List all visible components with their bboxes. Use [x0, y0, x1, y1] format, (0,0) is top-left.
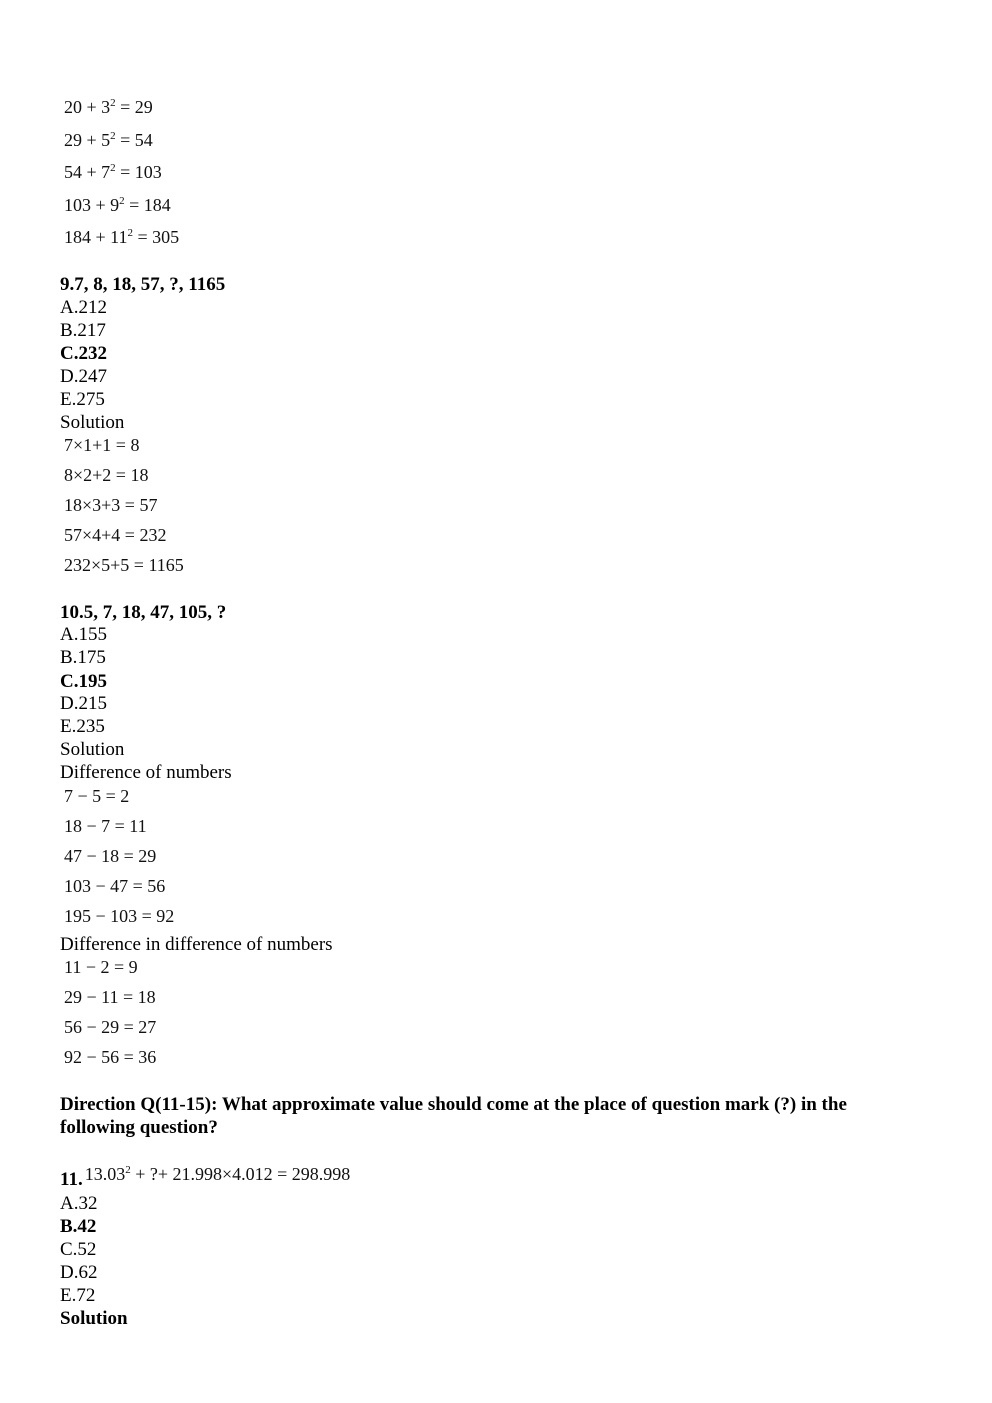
equation-line: $20 + 3^2 = 29$ — [64, 97, 153, 117]
solution-label: Solution — [60, 739, 125, 760]
equation-line: 18 − 7 = 11 — [64, 816, 147, 836]
equation-line: $29 + 5^2 = 54$ — [64, 130, 153, 150]
option-a: A.212 — [60, 297, 107, 318]
equation-line: 29 − 11 = 18 — [64, 987, 156, 1007]
option-e: E.72 — [60, 1285, 96, 1306]
equation-line: 57×4+4 = 232 — [64, 525, 167, 545]
option-c-correct: C.232 — [60, 343, 107, 364]
question-11-title — [60, 1164, 351, 1191]
option-e: E.235 — [60, 716, 105, 737]
option-c-correct: C.195 — [60, 671, 107, 692]
option-d: D.215 — [60, 693, 107, 714]
option-d: D.247 — [60, 366, 107, 387]
equation-line: 195 − 103 = 92 — [64, 906, 175, 926]
option-a: A.155 — [60, 624, 107, 645]
equation-line: 7 − 5 = 2 — [64, 786, 130, 806]
option-d: D.62 — [60, 1262, 98, 1283]
option-b: B.217 — [60, 320, 106, 341]
equation-line: 232×5+5 = 1165 — [64, 555, 184, 575]
equation-line: 92 − 56 = 36 — [64, 1047, 157, 1067]
solution-label: Solution — [60, 412, 125, 433]
equation-line: $103 + 9^2 = 184$ — [64, 195, 171, 215]
equation-line: 7×1+1 = 8 — [64, 435, 140, 455]
option-e: E.275 — [60, 389, 105, 410]
equation-line: 47 − 18 = 29 — [64, 846, 157, 866]
equation-line: 56 − 29 = 27 — [64, 1017, 157, 1037]
question-number: 11. — [60, 1169, 83, 1190]
equation-line: 103 − 47 = 56 — [64, 876, 166, 896]
solution-label: Solution — [60, 1308, 128, 1329]
equation-line: 8×2+2 = 18 — [64, 465, 149, 485]
equation-line: $54 + 7^2 = 103$ — [64, 162, 162, 182]
option-a: A.32 — [60, 1193, 98, 1214]
equation-line: 11 − 2 = 9 — [64, 957, 138, 977]
option-b-correct: B.42 — [60, 1216, 97, 1237]
question-equation: $13.03^2$ + ?+ 21.998×4.012 = 298.998 — [84, 1164, 351, 1184]
difference-in-difference-label: Difference in difference of numbers — [60, 934, 333, 955]
equation-line: $184 + 11^2 = 305$ — [64, 227, 180, 247]
question-9-title: 9.7, 8, 18, 57, ?, 1165 — [60, 274, 226, 295]
direction-text: Direction Q(11-15): What approximate value should come at the place of question mark (?) in the following question? — [60, 1094, 847, 1138]
option-b: B.175 — [60, 647, 106, 668]
equation-line: 18×3+3 = 57 — [64, 495, 158, 515]
question-10-title: 10.5, 7, 18, 47, 105, ? — [60, 602, 227, 623]
difference-label: Difference of numbers — [60, 762, 232, 783]
option-c: C.52 — [60, 1239, 97, 1260]
